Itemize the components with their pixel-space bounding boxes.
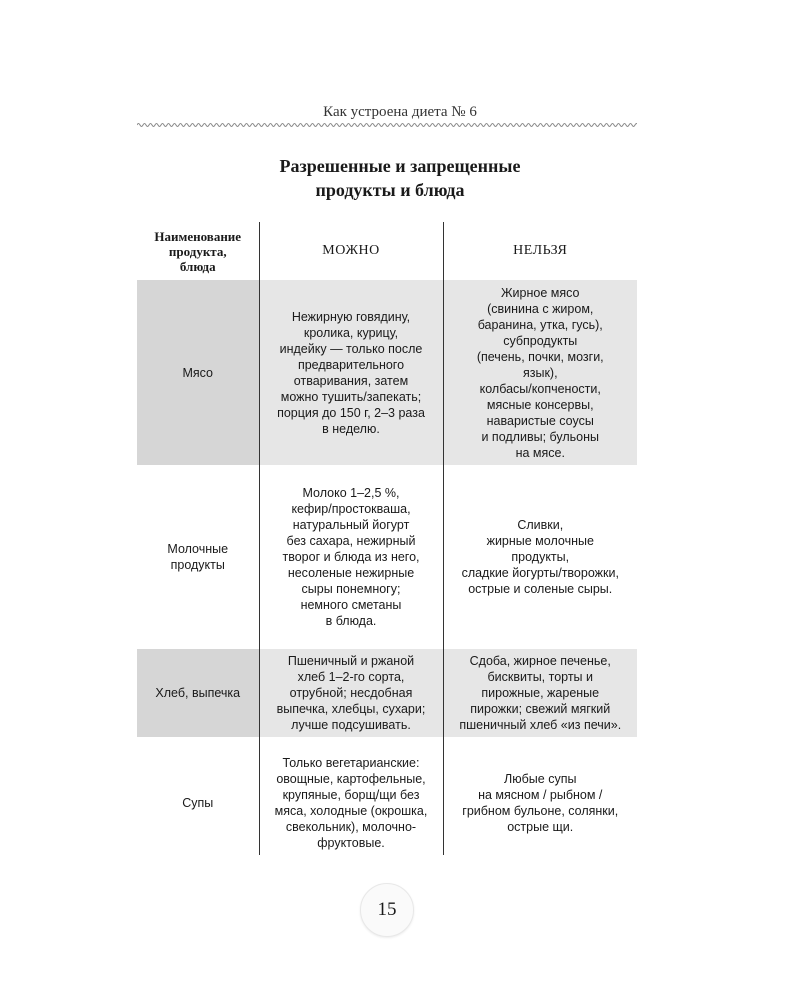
- allowed-cell: Только вегетарианские: овощные, картофельные, крупяные, борщ/щи без мяса, холодные (окрошка, свекольник), молочно- фруктовые.: [259, 751, 443, 855]
- forbidden-cell: Жирное мясо (свинина с жиром, баранина, утка, гусь), субпродукты (печень, почки, мозги, язык), колбасы/копчености, мясные консервы, наваристые соусы и подливы; бульоны на мясе.: [443, 280, 637, 465]
- table-row-dairy: [137, 479, 637, 635]
- row-spacer: [137, 635, 637, 649]
- section-title: [0, 154, 800, 202]
- section-title-line-1: Разрешенные и запрещенные: [279, 156, 521, 176]
- table-row-soups: [137, 751, 637, 855]
- table-row-meat: [137, 280, 637, 465]
- forbidden-cell: Любые супы на мясном / рыбном / грибном бульоне, солянки, острые щи.: [462, 772, 619, 834]
- allowed-cell: Нежирную говядину, кролика, курицу, индейку — только после предварительного отваривания, затем можно тушить/запекать; порция до 150 г, 2–3 раза в неделю.: [259, 280, 443, 465]
- forbidden-cell: Сдоба, жирное печенье, бисквиты, торты и пирожные, жареные пирожки; свежий мягкий пшеничный хлеб «из печи».: [443, 649, 637, 737]
- row-name: Молочные продукты: [137, 479, 259, 635]
- column-header-allowed: МОЖНО: [259, 222, 443, 280]
- page-number: 15: [360, 883, 414, 937]
- allowed-cell: Молоко 1–2,5 %, кефир/простокваша, натуральный йогурт без сахара, нежирный творог и блюда из него, несоленые нежирные сыры понемногу; немного сметаны в блюда.: [259, 479, 443, 635]
- section-title-line-2: продукты и блюда: [315, 180, 465, 200]
- column-header-forbidden: НЕЛЬЗЯ: [513, 243, 568, 258]
- column-header-product: Наименование продукта, блюда: [137, 222, 259, 280]
- row-name: Хлеб, выпечка: [137, 649, 259, 737]
- allowed-cell: Пшеничный и ржаной хлеб 1–2-го сорта, отрубной; несдобная выпечка, хлебцы, сухари; лучше подсушивать.: [259, 649, 443, 737]
- row-name: Супы: [137, 751, 259, 855]
- row-spacer: [137, 737, 637, 751]
- row-spacer: [137, 465, 637, 479]
- running-header: Как устроена диета № 6: [323, 104, 477, 120]
- table-row-bread: [137, 649, 637, 737]
- forbidden-cell: Сливки, жирные молочные продукты, сладкие йогурты/творожки, острые и соленые сыры.: [461, 518, 619, 596]
- row-name: Мясо: [137, 280, 259, 465]
- table-header-row: [137, 222, 637, 280]
- wavy-divider: [137, 121, 637, 129]
- products-table: [137, 222, 637, 855]
